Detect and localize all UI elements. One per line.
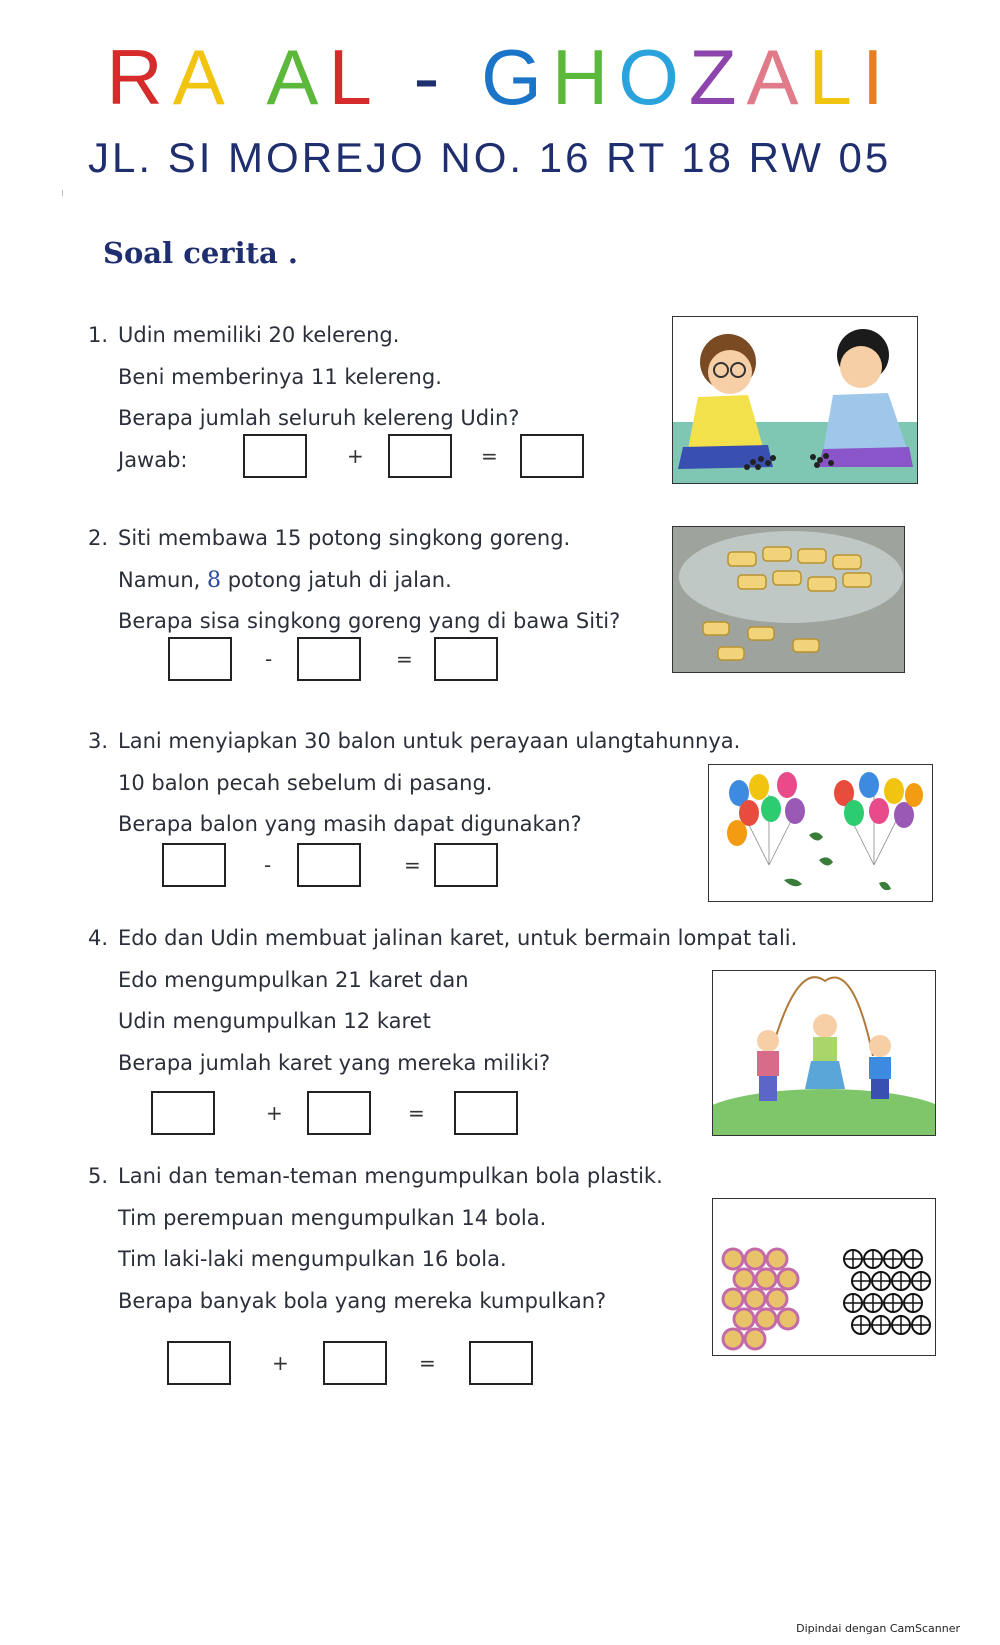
question-line: Berapa jumlah seluruh kelereng Udin? [118, 406, 520, 430]
question-4 [88, 918, 798, 1084]
question-line [118, 560, 620, 602]
question-line: Berapa sisa singkong goreng yang di bawa Siti? [118, 609, 621, 633]
title-letter: I [861, 33, 894, 121]
title-letter: A [266, 33, 329, 121]
answer-box[interactable] [323, 1341, 387, 1385]
title-letter [450, 38, 482, 116]
answer-box[interactable] [167, 1341, 231, 1385]
picture-fried-cassava [672, 526, 905, 673]
answer-label: Jawab: [118, 447, 188, 472]
question-1 [88, 315, 520, 481]
question-number: 5. [88, 1164, 109, 1188]
question-line: Berapa balon yang masih dapat digunakan? [118, 812, 582, 836]
picture-plastic-balls [712, 1198, 936, 1356]
question-number: 1. [88, 323, 109, 347]
picture-children-marbles [672, 316, 918, 484]
answer-box[interactable] [151, 1091, 215, 1135]
title-letter: O [618, 33, 689, 121]
question-line: Edo mengumpulkan 21 karet dan [118, 967, 469, 992]
question-line: Berapa jumlah karet yang mereka miliki? [118, 1050, 551, 1075]
answer-box[interactable] [168, 637, 232, 681]
operator-sign: - [265, 647, 273, 671]
handwritten-number: 8 [207, 567, 222, 593]
question-number: 2. [88, 526, 109, 550]
answer-box[interactable] [469, 1341, 533, 1385]
question-line: Udin mengumpulkan 12 karet [118, 1009, 431, 1033]
question-line: Beni memberinya 11 kelereng. [118, 364, 442, 389]
line-suffix: potong jatuh di jalan. [227, 567, 452, 592]
title-letter [235, 38, 267, 116]
line-prefix: Namun, [118, 567, 201, 592]
scan-mark [62, 190, 63, 196]
school-name-title [0, 33, 1000, 121]
title-letter: Z [688, 33, 747, 121]
question-3 [88, 721, 741, 846]
question-line: Lani menyiapkan 30 balon untuk perayaan ulangtahunnya. [118, 729, 741, 753]
answer-box[interactable] [454, 1091, 518, 1135]
equals-sign: = [481, 444, 498, 468]
equals-sign: = [404, 853, 421, 877]
answer-box[interactable] [307, 1091, 371, 1135]
section-title: Soal cerita . [103, 236, 298, 270]
scanner-footer: Dipindai dengan CamScanner [796, 1622, 960, 1635]
equals-sign: = [396, 647, 413, 671]
question-line: Lani dan teman-teman mengumpulkan bola plastik. [118, 1164, 663, 1188]
title-letter: L [808, 33, 862, 121]
operator-sign: + [272, 1351, 289, 1375]
picture-jump-rope [712, 970, 936, 1136]
title-letter: H [551, 33, 619, 121]
title-letter: A [746, 33, 809, 121]
picture-balloons [708, 764, 933, 902]
title-letter: A [172, 33, 235, 121]
question-line: Tim perempuan mengumpulkan 14 bola. [118, 1205, 547, 1230]
equals-sign: = [408, 1101, 425, 1125]
answer-box[interactable] [162, 843, 226, 887]
operator-sign: + [347, 444, 364, 468]
title-letter [382, 38, 414, 116]
question-2 [88, 518, 621, 643]
answer-box[interactable] [297, 843, 361, 887]
question-5 [88, 1156, 663, 1322]
question-line: 10 balon pecah sebelum di pasang. [118, 770, 493, 795]
answer-box[interactable] [434, 637, 498, 681]
title-letter: - [413, 33, 450, 121]
question-line: Edo dan Udin membuat jalinan karet, untuk bermain lompat tali. [118, 926, 798, 950]
operator-sign: - [264, 853, 272, 877]
question-number: 3. [88, 729, 109, 753]
title-letter: G [481, 33, 552, 121]
question-line: Siti membawa 15 potong singkong goreng. [118, 526, 571, 550]
question-line: Udin memiliki 20 kelereng. [118, 323, 400, 347]
answer-box[interactable] [434, 843, 498, 887]
question-line: Tim laki-laki mengumpulkan 16 bola. [118, 1247, 507, 1271]
title-letter: L [328, 33, 382, 121]
title-letter: R [106, 33, 173, 121]
answer-box[interactable] [520, 434, 584, 478]
question-line: Berapa banyak bola yang mereka kumpulkan? [118, 1288, 607, 1313]
answer-box[interactable] [243, 434, 307, 478]
operator-sign: + [266, 1101, 283, 1125]
answer-box[interactable] [388, 434, 452, 478]
question-number: 4. [88, 926, 109, 950]
school-address: JL. SI MOREJO NO. 16 RT 18 RW 05 [88, 134, 892, 181]
equals-sign: = [419, 1351, 436, 1375]
answer-box[interactable] [297, 637, 361, 681]
